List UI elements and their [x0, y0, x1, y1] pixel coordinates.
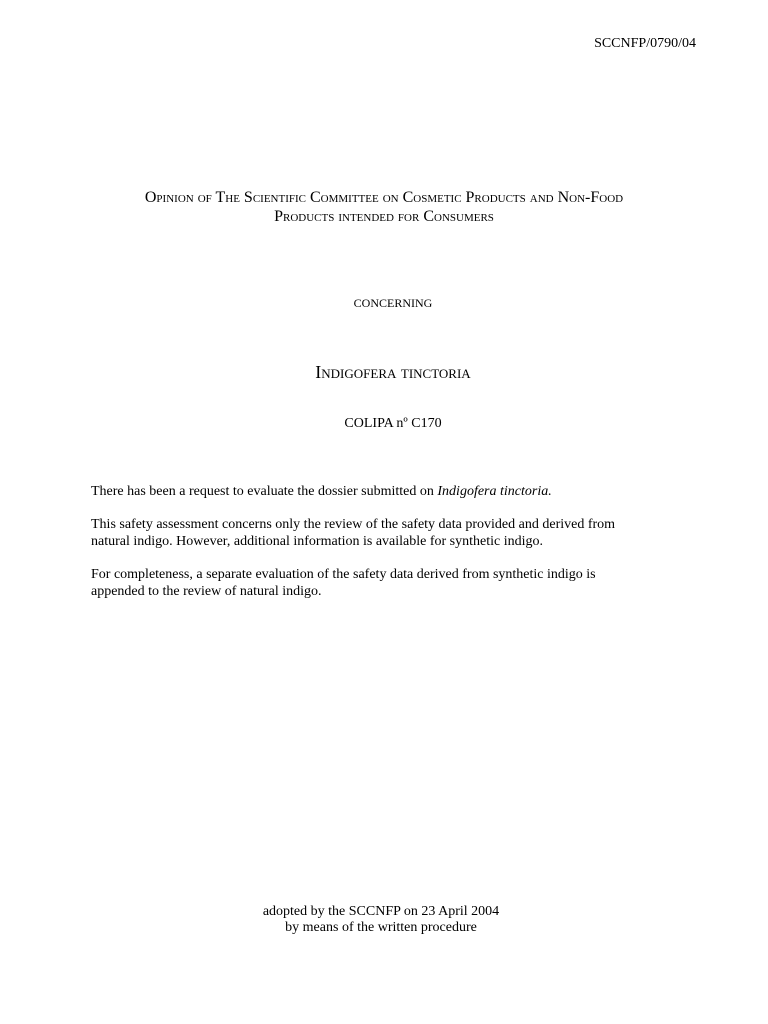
- adoption-line-2: by means of the written procedure: [285, 920, 477, 935]
- colipa-number: COLIPA nº C170: [344, 416, 442, 431]
- paragraph-scope: [91, 516, 691, 550]
- paragraph-completeness-line-1: For completeness, a separate evaluation of the safety data derived from synthetic indigo is: [91, 567, 596, 582]
- paragraph-request-text: There has been a request to evaluate the dossier submitted on: [91, 484, 438, 499]
- document-reference: SCCNFP/0790/04: [594, 36, 696, 51]
- document-title: [60, 188, 708, 226]
- adoption-line-1: adopted by the SCCNFP on 23 April 2004: [262, 904, 500, 919]
- paragraph-completeness-line-2: appended to the review of natural indigo.: [91, 584, 322, 599]
- paragraph-scope-line-1: This safety assessment concerns only the review of the safety data provided and derived from: [91, 517, 616, 532]
- concerning-label: CONCERNING: [353, 296, 433, 310]
- paragraph-request-italic: Indigofera tinctoria.: [437, 484, 552, 499]
- body-text: [91, 483, 691, 616]
- title-line-1: Opinion of The Scientific Committee on Cosmetic Products and Non-Food: [144, 189, 624, 206]
- paragraph-scope-line-2: natural indigo. However, additional information is available for synthetic indigo.: [91, 534, 543, 549]
- paragraph-completeness: [91, 566, 691, 600]
- subject-title: Indigofera tinctoria: [315, 362, 471, 382]
- paragraph-request: [91, 483, 691, 500]
- adoption-note: [0, 904, 762, 936]
- title-line-2: Products intended for Consumers: [274, 208, 494, 225]
